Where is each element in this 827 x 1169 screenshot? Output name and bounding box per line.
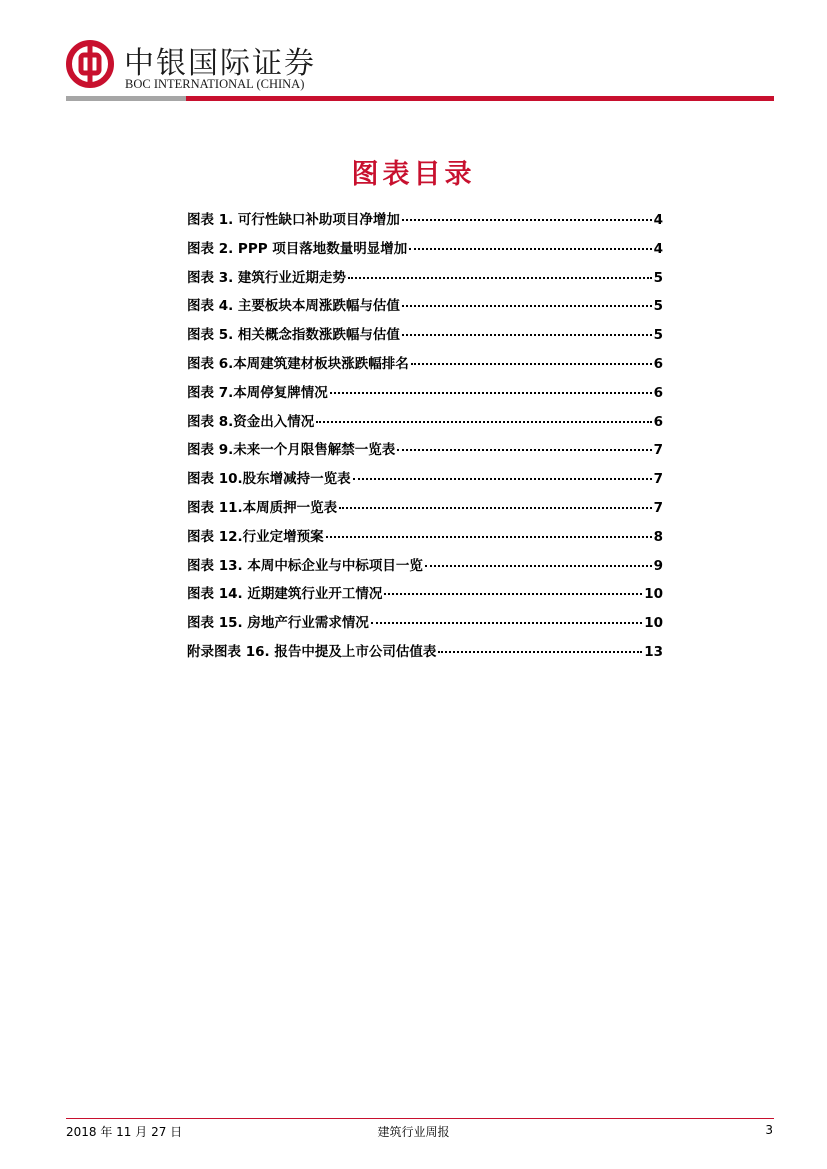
toc-leader-dots <box>438 651 642 653</box>
toc-entry-label: 图表 1. 可行性缺口补助项目净增加 <box>187 212 400 228</box>
toc-entry-page: 6 <box>653 355 663 372</box>
header-rule-gray <box>66 96 186 101</box>
toc-entry-page: 10 <box>644 615 663 632</box>
toc-entry-label: 图表 5. 相关概念指数涨跌幅与估值 <box>187 327 400 344</box>
toc-entry-label: 图表 10.股东增减持一览表 <box>187 471 351 488</box>
toc-entry-page: 7 <box>653 471 663 488</box>
toc-leader-dots <box>330 392 652 394</box>
brand-name-cn: 中银国际证券 <box>124 46 316 81</box>
toc-title: 图表目录 <box>351 159 476 190</box>
toc-entry-page: 8 <box>653 528 663 545</box>
toc-entry[interactable] <box>187 381 663 410</box>
toc-entry-page: 5 <box>653 298 663 315</box>
brand-name-en: BOC INTERNATIONAL (CHINA) <box>125 77 305 91</box>
toc-entry-page: 10 <box>644 586 663 603</box>
toc-entry[interactable] <box>187 294 663 323</box>
toc-entry-label: 图表 13. 本周中标企业与中标项目一览 <box>187 557 423 574</box>
toc-entry-label: 图表 15. 房地产行业需求情况 <box>187 615 369 632</box>
toc-entry[interactable] <box>187 208 663 237</box>
toc-entry[interactable] <box>187 611 663 640</box>
toc-entry-page: 7 <box>653 442 663 459</box>
toc-entry-label: 图表 9.未来一个月限售解禁一览表 <box>187 442 396 459</box>
toc-leader-dots <box>402 305 652 307</box>
toc-entry[interactable] <box>187 352 663 381</box>
toc-leader-dots <box>411 363 652 365</box>
toc-entry-label: 图表 11.本周质押一览表 <box>187 499 338 516</box>
toc-entry[interactable] <box>187 554 663 583</box>
toc-leader-dots <box>402 219 652 221</box>
toc-entry[interactable] <box>187 410 663 439</box>
toc-leader-dots <box>326 536 652 538</box>
toc-entry-label: 图表 2. PPP 项目落地数量明显增加 <box>187 240 408 257</box>
footer-date: 2018 年 11 月 27 日 <box>66 1125 183 1139</box>
toc-entry-label: 图表 14. 近期建筑行业开工情况 <box>187 586 383 603</box>
toc-entry-page: 4 <box>653 212 663 228</box>
toc-entry-page: 5 <box>653 327 663 344</box>
toc-entry-label: 图表 12.行业定增预案 <box>187 528 324 545</box>
toc-entry-label: 图表 6.本周建筑建材板块涨跌幅排名 <box>187 355 409 372</box>
toc-entry-label: 图表 3. 建筑行业近期走势 <box>187 269 346 286</box>
toc-leader-dots <box>409 248 651 250</box>
toc-entry-label: 附录图表 16. 报告中提及上市公司估值表 <box>187 643 437 660</box>
toc-leader-dots <box>371 622 642 624</box>
toc-entry-label: 图表 4. 主要板块本周涨跌幅与估值 <box>187 298 400 315</box>
toc-leader-dots <box>316 421 651 423</box>
toc-entry-page: 5 <box>653 269 663 286</box>
footer-page-number: 3 <box>765 1123 773 1137</box>
boc-logo-icon <box>66 40 114 88</box>
toc-entry[interactable] <box>187 323 663 352</box>
toc-entry-page: 4 <box>653 240 663 257</box>
toc-entry-page: 13 <box>644 643 663 660</box>
toc-entry-label: 图表 7.本周停复牌情况 <box>187 384 328 401</box>
toc-leader-dots <box>425 565 652 567</box>
toc-entry-page: 6 <box>653 384 663 401</box>
footer-rule <box>66 1118 774 1119</box>
toc-leader-dots <box>348 277 652 279</box>
toc-entry[interactable] <box>187 266 663 295</box>
toc-leader-dots <box>384 593 642 595</box>
toc-entry-page: 6 <box>653 413 663 430</box>
toc-leader-dots <box>353 478 652 480</box>
toc-entry[interactable] <box>187 237 663 266</box>
header-rule-red <box>186 96 774 101</box>
toc-leader-dots <box>339 507 651 509</box>
toc-entry[interactable] <box>187 525 663 554</box>
toc-leader-dots <box>397 449 651 451</box>
toc-entry[interactable] <box>187 467 663 496</box>
toc-entry-page: 7 <box>653 499 663 516</box>
toc-entry[interactable] <box>187 438 663 467</box>
toc-entry[interactable] <box>187 582 663 611</box>
toc-list <box>187 208 663 669</box>
toc-entry-label: 图表 8.资金出入情况 <box>187 413 315 430</box>
toc-leader-dots <box>402 334 652 336</box>
footer-report-name: 建筑行业周报 <box>377 1125 450 1139</box>
toc-entry[interactable] <box>187 496 663 525</box>
toc-entry[interactable] <box>187 640 663 669</box>
toc-entry-page: 9 <box>653 557 663 574</box>
